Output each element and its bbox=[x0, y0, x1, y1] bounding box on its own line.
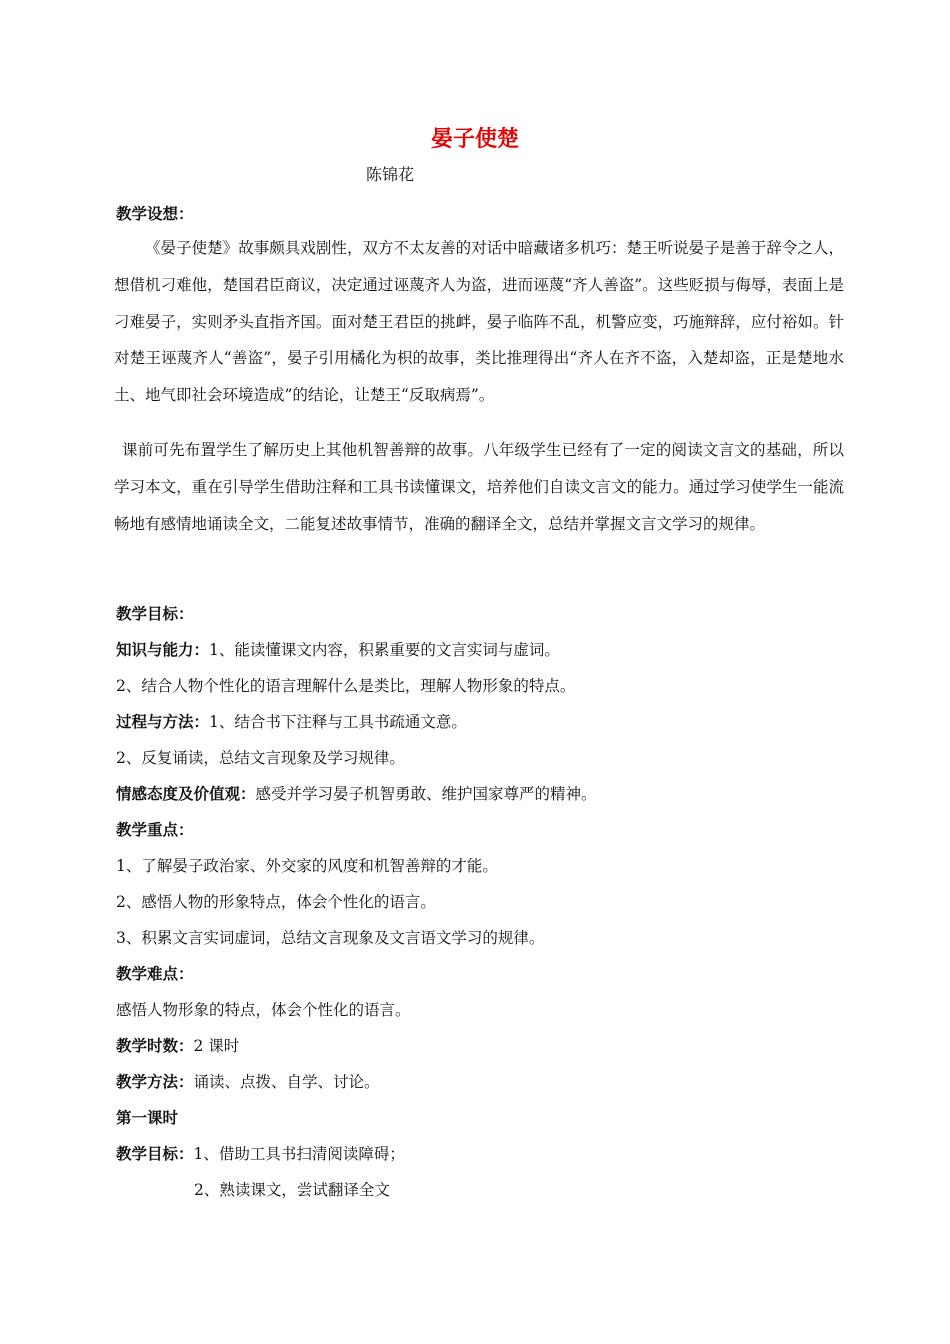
process-method-line bbox=[116, 710, 467, 732]
key-points-heading: 教学重点： bbox=[116, 820, 194, 839]
design-paragraph-1: 《晏子使楚》故事颇具戏剧性，双方不太友善的对话中暗藏诸多机巧：楚王听说晏子是善于辞令之人，想借机刁难他，楚国君臣商议，决定通过诬蔑齐人为盗，进而诬蔑“齐人善盗”。这些贬损与侮辱，表面上是刁难晏子，实则矛头直指齐国。面对楚王君臣的挑衅，晏子临阵不乱，机警应变，巧施辩辞，应付裕如。针对楚王诬蔑齐人“善盗”，晏子引用橘化为枳的故事，类比推理得出“齐人在齐不盗，入楚却盗，正是楚地水土、地气即社会环境造成”的结论，让楚王“反取病焉”。 bbox=[114, 239, 844, 405]
difficulty-text: 感悟人物形象的特点，体会个性化的语言。 bbox=[116, 1001, 411, 1019]
teaching-method-value: 诵读、点拨、自学、讨论。 bbox=[193, 1073, 380, 1091]
difficulty-heading: 教学难点： bbox=[116, 964, 194, 983]
lesson-1-objective-1: 1、借助工具书扫清阅读障碍； bbox=[193, 1145, 405, 1163]
knowledge-ability-item-1: 1、能读懂课文内容，积累重要的文言实词与虚词。 bbox=[209, 641, 560, 659]
emotion-values-label: 情感态度及价值观： bbox=[116, 784, 256, 803]
teaching-hours-line bbox=[116, 1034, 239, 1056]
teaching-method-label: 教学方法： bbox=[116, 1072, 194, 1091]
teaching-method-line bbox=[116, 1070, 380, 1092]
knowledge-ability-label: 知识与能力： bbox=[116, 640, 210, 659]
author-name: 陈锦花 bbox=[366, 165, 415, 184]
key-point-item: 3、积累文言实词虚词，总结文言现象及文言语文学习的规律。 bbox=[116, 929, 545, 947]
emotion-values-text: 感受并学习晏子机智勇敢、维护国家尊严的精神。 bbox=[255, 785, 597, 803]
key-point-item: 1、了解晏子政治家、外交家的风度和机智善辩的才能。 bbox=[116, 857, 498, 875]
page-title: 晏子使楚 bbox=[430, 126, 519, 152]
design-paragraph-2: 课前可先布置学生了解历史上其他机智善辩的故事。八年级学生已经有了一定的阅读文言文的基础，所以学习本文，重在引导学生借助注释和工具书读懂课文，培养他们自读文言文的能力。通过学习使学生一能流畅地有感情地诵读全文，二能复述故事情节，准确的翻译全文，总结并掌握文言文学习的规律。 bbox=[114, 441, 844, 533]
design-heading: 教学设想： bbox=[116, 204, 194, 223]
lesson-1-objectives-label: 教学目标： bbox=[116, 1144, 194, 1163]
process-method-item-1: 1、结合书下注释与工具书疏通文意。 bbox=[209, 713, 467, 731]
knowledge-ability-line bbox=[116, 638, 560, 660]
teaching-hours-value: 2 课时 bbox=[193, 1037, 240, 1055]
key-point-item: 2、感悟人物的形象特点，体会个性化的语言。 bbox=[116, 893, 436, 911]
process-method-item-2: 2、反复诵读，总结文言现象及学习规律。 bbox=[116, 749, 405, 767]
lesson-1-objective-2: 2、熟读课文，尝试翻译全文 bbox=[194, 1181, 390, 1199]
teaching-hours-label: 教学时数： bbox=[116, 1036, 194, 1055]
process-method-label: 过程与方法： bbox=[116, 712, 210, 731]
lesson-1-heading: 第一课时 bbox=[116, 1108, 179, 1127]
emotion-values-line bbox=[116, 782, 597, 804]
knowledge-ability-item-2: 2、结合人物个性化的语言理解什么是类比，理解人物形象的特点。 bbox=[116, 677, 576, 695]
lesson-1-objectives-line bbox=[116, 1142, 405, 1164]
objectives-heading: 教学目标： bbox=[116, 604, 194, 623]
